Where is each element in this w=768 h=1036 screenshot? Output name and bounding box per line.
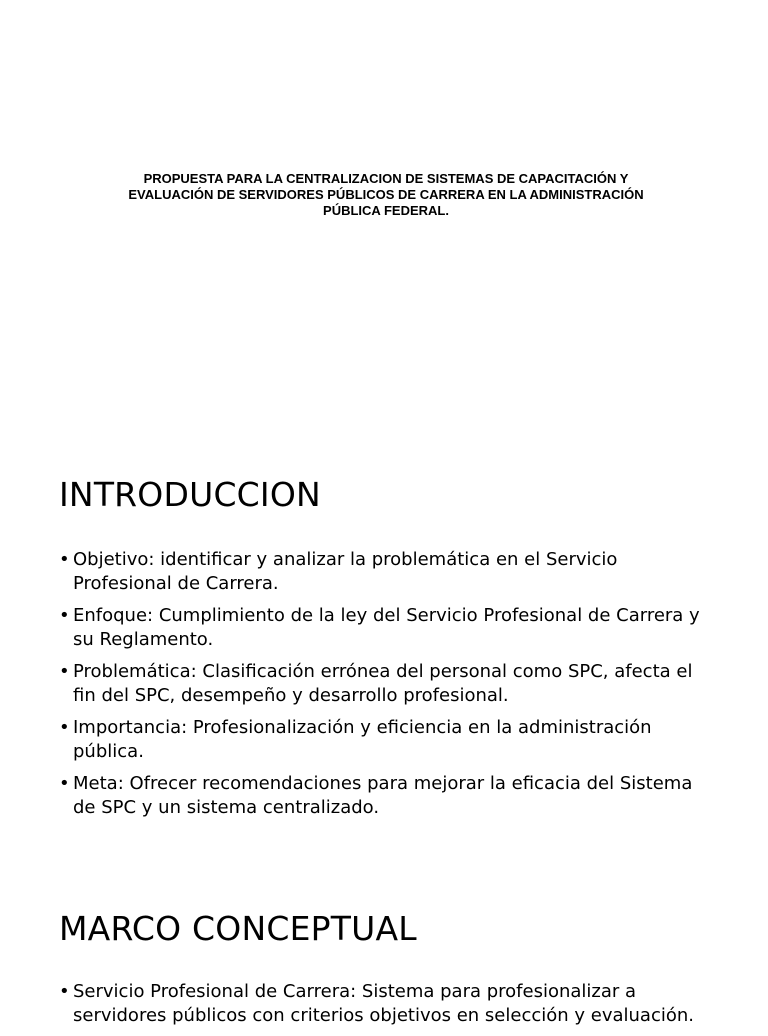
bullet-list [59, 980, 708, 1028]
bullet-text: Problemática: Clasificación errónea del personal como SPC, afecta el fin del SPC, desempeño y desarrollo profesional. [73, 661, 693, 706]
bullet-icon: • [59, 549, 70, 570]
bullet-text: Servicio Profesional de Carrera: Sistema para profesionalizar a servidores públicos con criterios objetivos en selección y evaluación. [73, 981, 694, 1026]
bullet-icon: • [59, 717, 70, 738]
bullet-icon: • [59, 981, 70, 1002]
bullet-item [59, 604, 708, 652]
bullet-icon: • [59, 661, 70, 682]
bullet-text: Enfoque: Cumplimiento de la ley del Servicio Profesional de Carrera y su Reglamento. [73, 605, 700, 650]
introduccion-slide [0, 470, 768, 828]
bullet-list [59, 548, 708, 820]
bullet-item [59, 548, 708, 596]
bullet-text: Objetivo: identificar y analizar la problemática en el Servicio Profesional de Carrera. [73, 549, 618, 594]
bullet-text: Meta: Ofrecer recomendaciones para mejorar la eficacia del Sistema de SPC y un sistema centralizado. [73, 773, 693, 818]
marco-conceptual-slide [0, 904, 768, 1036]
bullet-item [59, 772, 708, 820]
cover-title: PROPUESTA PARA LA CENTRALIZACION DE SISTEMAS DE CAPACITACIÓN Y EVALUACIÓN DE SERVIDORES PÚBLICOS DE CARRERA EN LA ADMINISTRACIÓN PÚBLICA FEDERAL. [128, 171, 644, 218]
bullet-text: Importancia: Profesionalización y eficiencia en la administración pública. [73, 717, 652, 762]
title-slide [0, 0, 768, 420]
bullet-item [59, 660, 708, 708]
slide-heading: INTRODUCCION [59, 475, 321, 514]
bullet-item [59, 716, 708, 764]
bullet-item [59, 980, 708, 1028]
bullet-icon: • [59, 605, 70, 626]
slide-heading: MARCO CONCEPTUAL [59, 909, 417, 948]
bullet-icon: • [59, 773, 70, 794]
